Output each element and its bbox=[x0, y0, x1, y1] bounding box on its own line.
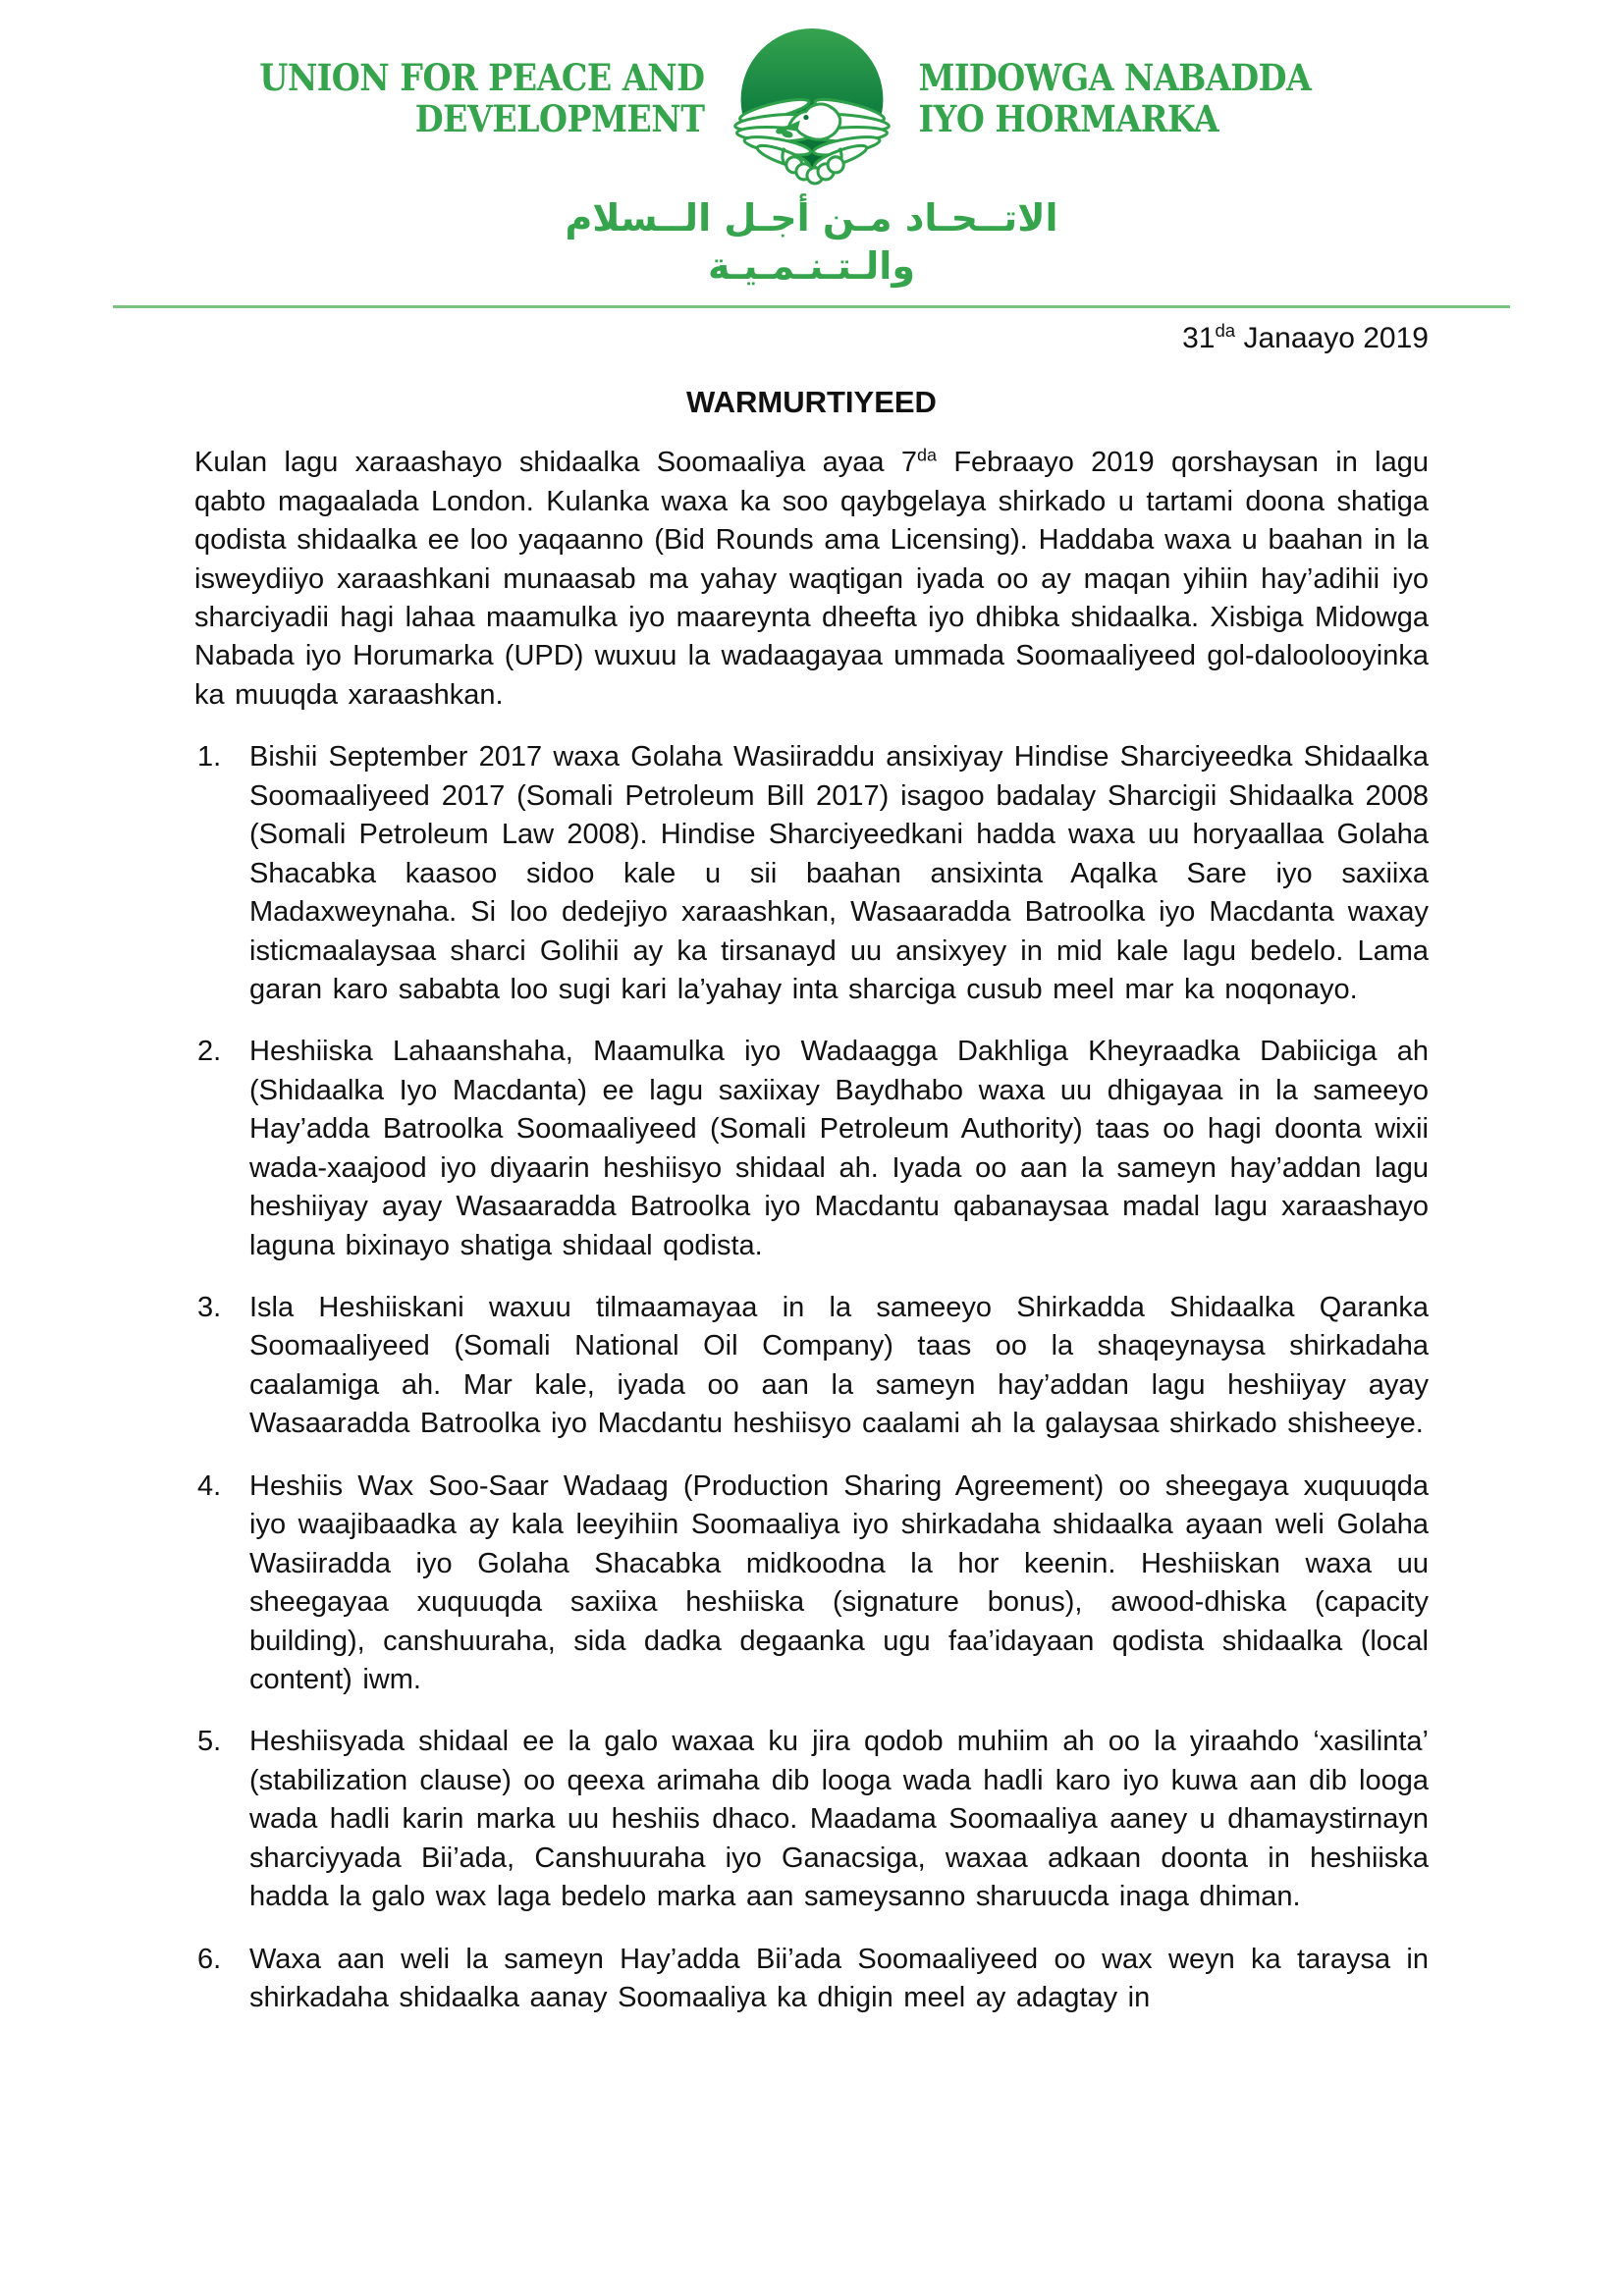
item-text: Isla Heshiiskani waxuu tilmaamayaa in la sameeyo Shirkadda Shidaalka Qaranka Soomaaliyeed (Somali National Oil Company) taas oo la shaqeynaysa shirkadaha caalamiga ah. Mar kale, iyada oo aan la sameyn hay’addan lagu heshiiyay ayay Wasaaradda Batroolka iyo Macdantu heshiisyo caalami ah la galaysaa shirkado shisheeye. bbox=[249, 1292, 1429, 1440]
org-name-arabic bbox=[0, 194, 1623, 290]
item-number: 1. bbox=[197, 741, 222, 774]
header-divider bbox=[113, 305, 1510, 308]
intro-text-after: Febraayo 2019 qorshaysan in lagu qabto magaalada London. Kulanka waxa ka soo qaybgelaya shirkado u tartami doona shatiga qodista shidaalka ee loo yaqaanno (Bid Rounds ama Licensing). Haddaba waxa u baahan in la isweydiiyo xaraashkani munaasab ma yahay waqtigan iyada oo ay maqan yihiin hay’adihii iyo sharciyadii hagi lahaa maamulka iyo maareynta dheefta iyo dhibka shidaalka. Xisbiga Midowga Nabada iyo Horumarka (UPD) wuxuu la wadaagayaa ummada Soomaaliyeed gol-daloolooyinka ka muuqda xaraashkan. bbox=[194, 447, 1429, 711]
org-name-english bbox=[209, 26, 705, 139]
org-name-arabic-line2: والـتـنـمـيـة bbox=[708, 243, 915, 288]
numbered-list bbox=[194, 738, 1429, 2017]
list-item bbox=[194, 1941, 1429, 2018]
item-text: Waxa aan weli la sameyn Hay’adda Bii’ada Soomaaliyeed oo wax weyn ka taraysa in shirkadaha shidaalka aanay Soomaaliya ka dhigin meel ay adagtay in bbox=[249, 1943, 1429, 2013]
list-item bbox=[194, 1723, 1429, 1916]
list-item bbox=[194, 1468, 1429, 1700]
item-number: 5. bbox=[197, 1726, 222, 1758]
item-number: 4. bbox=[197, 1469, 222, 1502]
intro-paragraph bbox=[194, 444, 1429, 715]
date-ordinal: da bbox=[1215, 320, 1236, 342]
list-item bbox=[194, 738, 1429, 1009]
org-name-arabic-line1: الاتــحـاد مـن أجـل الــسلام bbox=[565, 196, 1058, 240]
org-name-somali-line1: MIDOWGA NABADDA bbox=[918, 56, 1312, 99]
item-text: Heshiisyada shidaal ee la galo waxaa ku jira qodob muhiim ah oo la yiraahdo ‘xasilinta’ (stabilization clause) oo qeexa arimaha dib looga wada hadli karo iyo kuwa aan dib looga wada hadli karin marka uu heshiis dhaco. Maadama Soomaaliya aaney u dhamaystirnayn sharciyyada Bii’ada, Canshuuraha iyo Ganacsiga, waxaa adkaan doonta in heshiiska hadda la galo wax laga bedelo marka aan sameysanno sharuucda inaga dhiman. bbox=[249, 1726, 1429, 1913]
list-item bbox=[194, 1033, 1429, 1265]
date-rest: Janaayo 2019 bbox=[1235, 322, 1429, 355]
org-name-english-line1: UNION FOR PEACE AND bbox=[259, 56, 705, 99]
item-number: 2. bbox=[197, 1036, 222, 1068]
org-name-somali-line2: IYO HORMARKA bbox=[918, 97, 1219, 141]
org-name-english-line2: DEVELOPMENT bbox=[414, 97, 705, 141]
intro-ordinal: da bbox=[916, 445, 937, 465]
item-text: Heshiiska Lahaanshaha, Maamulka iyo Wadaagga Dakhliga Kheyraadka Dabiiciga ah (Shidaalka Iyo Macdanta) ee lagu saxiixay Baydhabo waxa uu dhigayaa in la sameeyo Hay’adda Batroolka Soomaaliyeed (Somali Petroleum Authority) taas oo hagi doonta wixii wada-xaajood iyo diyaarin heshiisyo shidaal ah. Iyada oo aan la sameyn hay’addan lagu heshiiyay ayay Wasaaradda Batroolka iyo Macdantu qabanaysaa madal lagu xaraashayo laguna bixinayo shatiga shidaal qodista. bbox=[249, 1036, 1429, 1261]
item-number: 6. bbox=[197, 1943, 222, 1975]
letterhead-row bbox=[0, 0, 1623, 188]
org-name-somali bbox=[919, 26, 1415, 139]
date-day: 31 bbox=[1182, 322, 1216, 355]
document-title: WARMURTIYEED bbox=[686, 385, 937, 420]
document-body bbox=[194, 322, 1429, 2017]
item-number: 3. bbox=[197, 1292, 222, 1323]
letterhead bbox=[0, 0, 1623, 308]
item-text: Bishii September 2017 waxa Golaha Wasiiraddu ansixiyay Hindise Sharciyeedka Shidaalka Soomaaliyeed 2017 (Somali Petroleum Bill 2017) isagoo badalay Sharcigii Shidaalka 2008 (Somali Petroleum Law 2008). Hindise Sharciyeedkani hadda waxa uu horyaallaa Golaha Shacabka kaasoo sidoo kale u sii baahan ansixinta Aqalka Sare iyo saxiixa Madaxweynaha. Si loo dedejiyo xaraashkan, Wasaaradda Batroolka iyo Macdanta waxay isticmaalaysaa sharci Golihii ay ka tirsanayd uu ansixyey in mid kale lagu bedelo. Lama garan karo sababta loo sugi kari la’yahay inta sharciga cusub meel mar ka noqonayo. bbox=[249, 741, 1429, 1005]
intro-text-before: Kulan lagu xaraashayo shidaalka Soomaaliya ayaa 7 bbox=[194, 447, 917, 479]
list-item bbox=[194, 1289, 1429, 1444]
date-line bbox=[194, 322, 1429, 355]
item-text: Heshiis Wax Soo-Saar Wadaag (Production Sharing Agreement) oo sheegaya xuquuqda iyo waajibaadka ay kala leeyihiin Soomaaliya iyo shirkadaha shidaalka ayaan weli Golaha Wasiiradda iyo Golaha Shacabka midkoodna la hor keenin. Heshiiskan waxa uu sheegayaa xuquuqda saxiixa heshiiska (signature bonus), awood-dhiska (capacity building), canshuuraha, sida dadka degaanka ugu faa’idayaan qodista shidaalka (local content) iwm. bbox=[249, 1469, 1429, 1695]
dove-handshake-logo bbox=[730, 26, 893, 188]
